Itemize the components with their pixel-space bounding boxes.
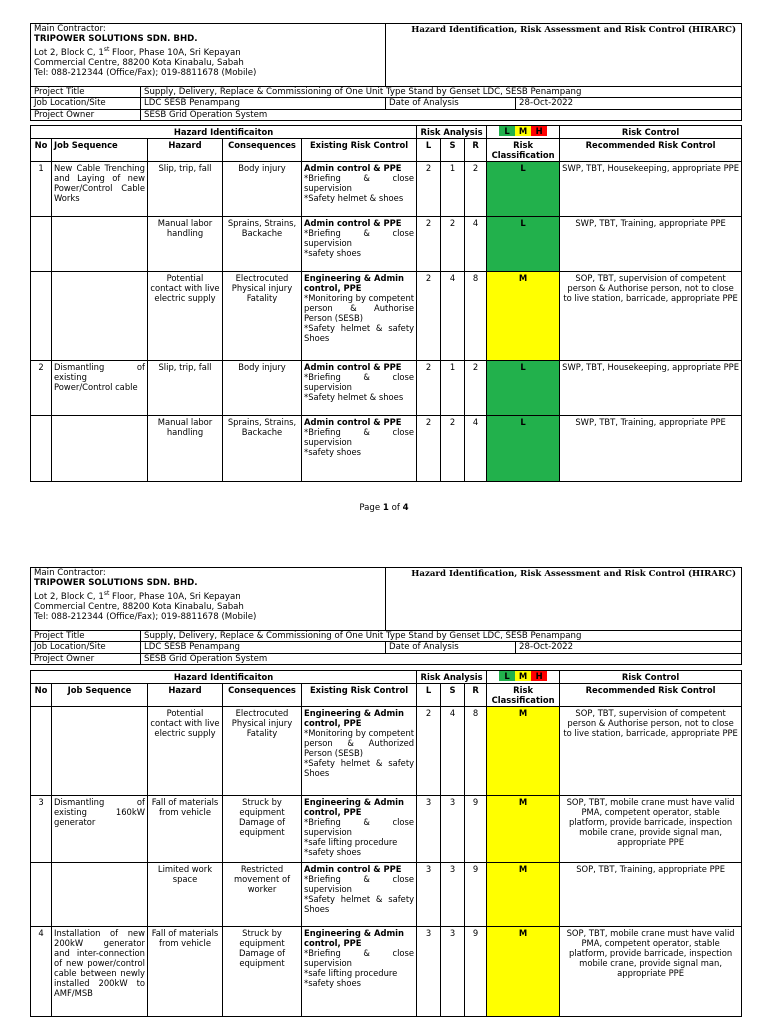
existing-control-detail: *Briefing & close supervision *safety shoes — [304, 228, 415, 258]
hazard-cell: Slip, trip, fall — [148, 162, 223, 217]
job-location: LDC SESB Penampang — [141, 642, 386, 653]
likelihood-cell: 2 — [417, 416, 441, 482]
col-no: No — [31, 684, 52, 707]
consequence-cell: Sprains, Strains, Backache — [223, 416, 302, 482]
project-owner-label: Project Owner — [31, 653, 141, 664]
col-hazard: Hazard — [148, 684, 223, 707]
row-number: 1 — [31, 162, 52, 217]
existing-control-cell — [302, 416, 417, 482]
recommended-control-cell: SOP, TBT, supervision of competent person & Authorise person, not to close to live station, barricade, appropriate PPE — [560, 707, 742, 796]
likelihood-cell: 3 — [417, 796, 441, 863]
col-consequences: Consequences — [223, 684, 302, 707]
existing-control-cell — [302, 217, 417, 272]
date-label: Date of Analysis — [386, 642, 516, 653]
document-title: Hazard Identification, Risk Assessment and Risk Control (HIRARC) — [386, 568, 742, 631]
risk-score-cell: 2 — [465, 162, 487, 217]
existing-control-title: Admin control & PPE — [304, 864, 402, 874]
company-name: TRIPOWER SOLUTIONS SDN. BHD. — [34, 34, 198, 45]
risk-classification-cell: M — [487, 927, 560, 1017]
table-row — [31, 361, 742, 416]
legend-low: L — [499, 671, 515, 681]
col-r: R — [465, 139, 487, 162]
existing-control-cell — [302, 863, 417, 927]
existing-control-detail: *Monitoring by competent person & Authorise Person (SESB) *Safety helmet & safety Shoes — [304, 293, 415, 343]
risk-score-cell: 8 — [465, 272, 487, 361]
row-number — [31, 416, 52, 482]
existing-control-detail: *Briefing & close supervision *safe lifting procedure *safety shoes — [304, 948, 415, 988]
telephone: Tel: 088-212344 (Office/Fax); 019-8811678 (Mobile) — [34, 612, 257, 623]
job-sequence-cell — [52, 863, 148, 927]
likelihood-cell: 2 — [417, 707, 441, 796]
contractor-block — [31, 568, 386, 631]
col-l: L — [417, 684, 441, 707]
legend-high: H — [531, 671, 547, 681]
recommended-control-cell: SOP, TBT, supervision of competent person & Authorise person, not to close to live station, barricade, appropriate PPE — [560, 272, 742, 361]
project-title: Supply, Delivery, Replace & Commissioning of One Unit Type Stand by Genset LDC, SESB Penampang — [141, 631, 742, 642]
row-number — [31, 217, 52, 272]
severity-cell: 4 — [441, 272, 465, 361]
risk-classification-cell: M — [487, 272, 560, 361]
job-sequence-cell — [52, 272, 148, 361]
existing-control-title: Engineering & Admin control, PPE — [304, 797, 405, 817]
hazard-cell: Limited work space — [148, 863, 223, 927]
existing-control-cell — [302, 927, 417, 1017]
existing-control-title: Engineering & Admin control, PPE — [304, 928, 405, 948]
row-number: 3 — [31, 796, 52, 863]
col-job-sequence: Job Sequence — [52, 684, 148, 707]
existing-control-cell — [302, 361, 417, 416]
page-number — [0, 503, 768, 513]
consequence-cell: Body injury — [223, 162, 302, 217]
table-row — [31, 272, 742, 361]
company-name: TRIPOWER SOLUTIONS SDN. BHD. — [34, 578, 198, 589]
risk-score-cell: 4 — [465, 416, 487, 482]
severity-cell: 2 — [441, 416, 465, 482]
risk-classification-cell: L — [487, 416, 560, 482]
severity-cell: 1 — [441, 361, 465, 416]
severity-cell: 2 — [441, 217, 465, 272]
existing-control-title: Admin control & PPE — [304, 163, 402, 173]
existing-control-cell — [302, 272, 417, 361]
telephone: Tel: 088-212344 (Office/Fax); 019-8811678 (Mobile) — [34, 68, 257, 79]
severity-cell: 1 — [441, 162, 465, 217]
severity-cell: 3 — [441, 927, 465, 1017]
legend-high: H — [531, 126, 547, 136]
consequence-cell: Restricted movement of worker — [223, 863, 302, 927]
col-no: No — [31, 139, 52, 162]
recommended-control-cell: SOP, TBT, Training, appropriate PPE — [560, 863, 742, 927]
hazard-cell: Potential contact with live electric supply — [148, 272, 223, 361]
risk-analysis-header: Risk Analysis — [417, 126, 487, 139]
existing-control-title: Engineering & Admin control, PPE — [304, 708, 405, 728]
consequence-cell: Electrocuted Physical injury Fatality — [223, 707, 302, 796]
risk-score-cell: 8 — [465, 707, 487, 796]
hazard-cell: Slip, trip, fall — [148, 361, 223, 416]
table-row — [31, 863, 742, 927]
risk-score-cell: 4 — [465, 217, 487, 272]
job-sequence-cell: Installation of new 200kW generator and inter-connection of new power/control cable between newly installed 200kW to AMF/MSB — [52, 927, 148, 1017]
table-body — [31, 707, 742, 1017]
project-header-table — [30, 567, 742, 665]
consequence-cell: Struck by equipment Damage of equipment — [223, 927, 302, 1017]
severity-cell: 3 — [441, 796, 465, 863]
page-current: 1 — [382, 503, 389, 513]
likelihood-cell: 2 — [417, 272, 441, 361]
job-sequence-cell — [52, 217, 148, 272]
existing-control-title: Admin control & PPE — [304, 417, 402, 427]
hazard-identification-header: Hazard Identificaiton — [31, 126, 417, 139]
recommended-control-cell: SWP, TBT, Training, appropriate PPE — [560, 217, 742, 272]
hazard-cell: Potential contact with live electric supply — [148, 707, 223, 796]
severity-cell: 3 — [441, 863, 465, 927]
risk-classification-cell: L — [487, 162, 560, 217]
row-number: 4 — [31, 927, 52, 1017]
risk-legend — [487, 671, 560, 684]
table-row — [31, 217, 742, 272]
likelihood-cell: 2 — [417, 162, 441, 217]
risk-score-cell: 9 — [465, 927, 487, 1017]
likelihood-cell: 2 — [417, 217, 441, 272]
recommended-control-cell: SWP, TBT, Housekeeping, appropriate PPE — [560, 361, 742, 416]
existing-control-detail: *Briefing & close supervision *Safety helmet & shoes — [304, 173, 415, 203]
risk-analysis-header: Risk Analysis — [417, 671, 487, 684]
main-contractor-label: Main Contractor: — [34, 24, 106, 34]
project-title-label: Project Title — [31, 87, 141, 98]
risk-classification-cell: M — [487, 707, 560, 796]
col-s: S — [441, 139, 465, 162]
col-l: L — [417, 139, 441, 162]
risk-classification-cell: M — [487, 796, 560, 863]
risk-control-header: Risk Control — [560, 126, 742, 139]
existing-control-cell — [302, 707, 417, 796]
table-row — [31, 796, 742, 863]
table-header — [31, 126, 742, 162]
existing-control-cell — [302, 796, 417, 863]
table-header — [31, 671, 742, 707]
existing-control-title: Engineering & Admin control, PPE — [304, 273, 405, 293]
risk-score-cell: 9 — [465, 863, 487, 927]
legend-medium: M — [515, 126, 531, 136]
hirarc-table-page-1 — [30, 125, 742, 482]
existing-control-detail: *Briefing & close supervision *Safety helmet & shoes — [304, 372, 415, 402]
page-total: 4 — [402, 503, 409, 513]
analysis-date: 28-Oct-2022 — [516, 642, 742, 653]
hazard-cell: Manual labor handling — [148, 217, 223, 272]
recommended-control-cell: SOP, TBT, mobile crane must have valid PMA, competent operator, stable platform, provide barricade, inspection mobile crane, provide signal man, appropriate PPE — [560, 927, 742, 1017]
existing-control-title: Admin control & PPE — [304, 218, 402, 228]
row-number: 2 — [31, 361, 52, 416]
project-owner-label: Project Owner — [31, 109, 141, 120]
table-row — [31, 927, 742, 1017]
col-r: R — [465, 684, 487, 707]
col-existing-risk-control: Existing Risk Control — [302, 684, 417, 707]
hirarc-table-page-2 — [30, 670, 742, 1017]
consequence-cell: Electrocuted Physical injury Fatality — [223, 272, 302, 361]
project-header-table — [30, 23, 742, 121]
project-title: Supply, Delivery, Replace & Commissioning of One Unit Type Stand by Genset LDC, SESB Penampang — [141, 87, 742, 98]
risk-classification-cell: M — [487, 863, 560, 927]
existing-control-cell — [302, 162, 417, 217]
table-row — [31, 707, 742, 796]
hazard-cell: Fall of materials from vehicle — [148, 796, 223, 863]
project-title-label: Project Title — [31, 631, 141, 642]
job-location-label: Job Location/Site — [31, 642, 141, 653]
document-title: Hazard Identification, Risk Assessment and Risk Control (HIRARC) — [386, 24, 742, 87]
hazard-cell: Fall of materials from vehicle — [148, 927, 223, 1017]
likelihood-cell: 3 — [417, 927, 441, 1017]
hazard-identification-header: Hazard Identificaiton — [31, 671, 417, 684]
project-owner: SESB Grid Operation System — [141, 109, 742, 120]
likelihood-cell: 3 — [417, 863, 441, 927]
page-of: of — [391, 503, 400, 513]
existing-control-detail: *Briefing & close supervision *Safety helmet & safety Shoes — [304, 874, 415, 914]
table-row — [31, 162, 742, 217]
address-line-2: Commercial Centre, 88200 Kota Kinabalu, Sabah — [34, 58, 244, 69]
col-s: S — [441, 684, 465, 707]
col-existing-risk-control: Existing Risk Control — [302, 139, 417, 162]
existing-control-detail: *Briefing & close supervision *safety shoes — [304, 427, 415, 457]
recommended-control-cell: SWP, TBT, Housekeeping, appropriate PPE — [560, 162, 742, 217]
col-recommended-risk-control: Recommended Risk Control — [560, 684, 742, 707]
existing-control-detail: *Monitoring by competent person & Authorized Person (SESB) *Safety helmet & safety Shoes — [304, 728, 415, 778]
job-location: LDC SESB Penampang — [141, 98, 386, 109]
consequence-cell: Sprains, Strains, Backache — [223, 217, 302, 272]
col-consequences: Consequences — [223, 139, 302, 162]
risk-classification-cell: L — [487, 361, 560, 416]
col-risk-classification: Risk Classification — [487, 684, 560, 707]
risk-control-header: Risk Control — [560, 671, 742, 684]
address-line-1: Lot 2, Block C, 1st Floor, Phase 10A, Sri Kepayan — [34, 589, 241, 602]
address-line-1: Lot 2, Block C, 1st Floor, Phase 10A, Sri Kepayan — [34, 45, 241, 58]
col-recommended-risk-control: Recommended Risk Control — [560, 139, 742, 162]
consequence-cell: Body injury — [223, 361, 302, 416]
risk-classification-cell: L — [487, 217, 560, 272]
document-page-2 — [0, 564, 768, 1024]
job-sequence-cell: Dismantling of existing Power/Control cable — [52, 361, 148, 416]
row-number — [31, 707, 52, 796]
existing-control-detail: *Briefing & close supervision *safe lifting procedure *safety shoes — [304, 817, 415, 857]
job-sequence-cell: New Cable Trenching and Laying of new Power/Control Cable Works — [52, 162, 148, 217]
legend-medium: M — [515, 671, 531, 681]
analysis-date: 28-Oct-2022 — [516, 98, 742, 109]
date-label: Date of Analysis — [386, 98, 516, 109]
severity-cell: 4 — [441, 707, 465, 796]
row-number — [31, 272, 52, 361]
existing-control-title: Admin control & PPE — [304, 362, 402, 372]
risk-score-cell: 9 — [465, 796, 487, 863]
recommended-control-cell: SOP, TBT, mobile crane must have valid PMA, competent operator, stable platform, provide barricade, inspection mobile crane, provide signal man, appropriate PPE — [560, 796, 742, 863]
legend-low: L — [499, 126, 515, 136]
main-contractor-label: Main Contractor: — [34, 568, 106, 578]
hazard-cell: Manual labor handling — [148, 416, 223, 482]
recommended-control-cell: SWP, TBT, Training, appropriate PPE — [560, 416, 742, 482]
row-number — [31, 863, 52, 927]
col-job-sequence: Job Sequence — [52, 139, 148, 162]
table-row — [31, 416, 742, 482]
table-body — [31, 162, 742, 482]
job-sequence-cell: Dismantling of existing 160kW generator — [52, 796, 148, 863]
job-sequence-cell — [52, 707, 148, 796]
contractor-block — [31, 24, 386, 87]
likelihood-cell: 2 — [417, 361, 441, 416]
address-line-2: Commercial Centre, 88200 Kota Kinabalu, Sabah — [34, 602, 244, 613]
risk-legend — [487, 126, 560, 139]
job-sequence-cell — [52, 416, 148, 482]
project-owner: SESB Grid Operation System — [141, 653, 742, 664]
consequence-cell: Struck by equipment Damage of equipment — [223, 796, 302, 863]
page-label: Page — [359, 503, 381, 513]
col-risk-classification: Risk Classification — [487, 139, 560, 162]
job-location-label: Job Location/Site — [31, 98, 141, 109]
col-hazard: Hazard — [148, 139, 223, 162]
risk-score-cell: 2 — [465, 361, 487, 416]
